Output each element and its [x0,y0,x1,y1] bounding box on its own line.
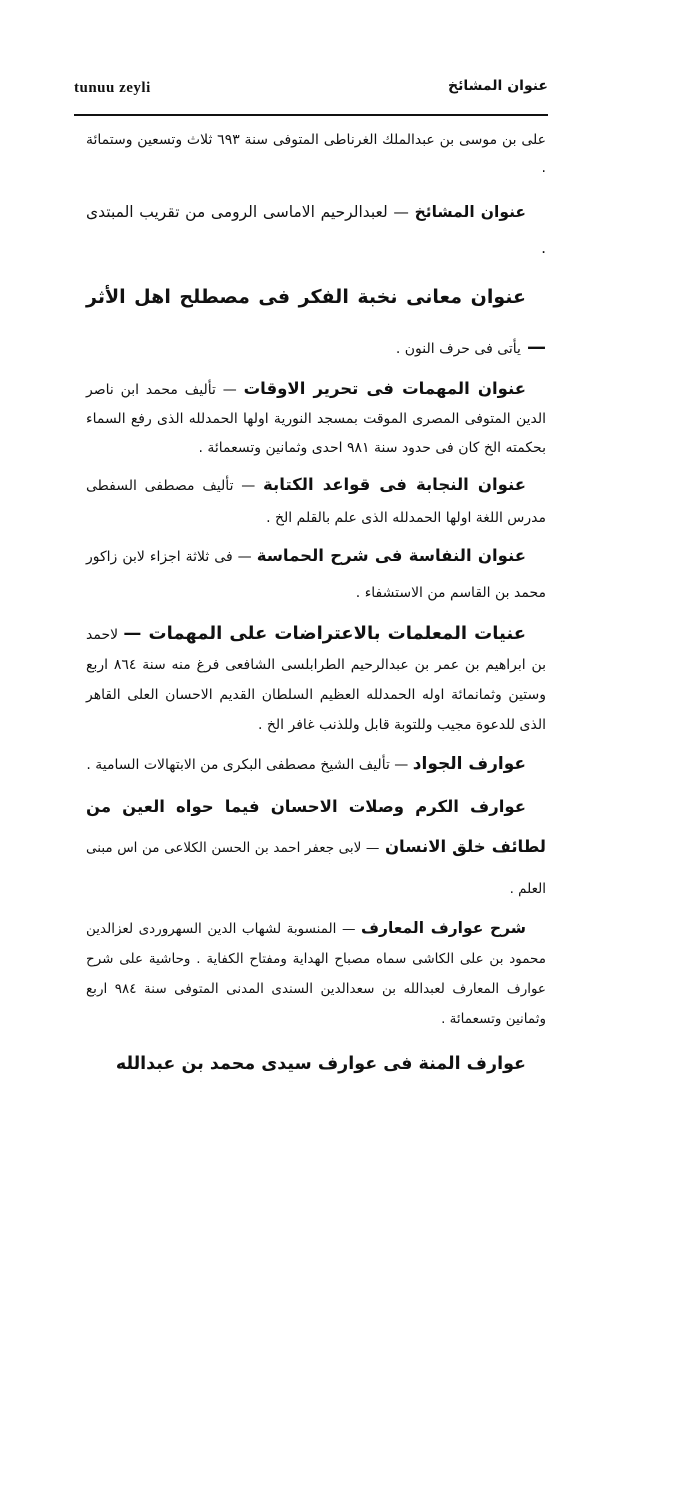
catalog-entry [86,194,546,266]
entry-text: — تأليف الشيخ مصطفى البكرى من الابتهالات السامية . [86,757,409,773]
entry-text: على بن موسى بن عبدالملك الغرناطى المتوفى سنة ٦٩٣ ثلاث وتسعين وستمائة . [86,132,546,176]
entry-title: عنيات المعلمات بالاعتراضات على المهمات — [123,623,526,644]
entry-title: شرح عوارف المعارف [361,919,526,937]
catalog-entry [86,469,546,534]
catalog-entry [86,746,546,783]
entry-title: عنوان معانى نخبة الفكر فى مصطلح اهل الأثر — [86,286,546,358]
entry-title: عوارف الجواد [412,754,526,774]
entry-title: عنوان النفاسة فى شرح الحماسة [256,546,527,565]
catalog-entry [86,1044,546,1084]
entry-title: عوارف الكرم وصلات الاحسان فيما حواه العين من لطائف خلق الانسان [86,797,547,856]
entry-text: — تأليف محمد ابن ناصر الدين المتوفى المصرى الموقت بمسجد النورية اولها الحمدلله الذى رفع السماء بحكمته الخ كان فى حدود سنة ٩٨١ احدى وثمانين وتسعمائة . [86,382,546,456]
entry-text: — تأليف مصطفى السفطى مدرس اللغة اولها الحمدلله الذى علم بالقلم الخ . [86,478,546,526]
entry-title: عوارف المنة فى عوارف سيدى محمد بن عبدالله [115,1054,526,1074]
running-title-arabic: عنوان المشائخ [448,78,548,94]
catalog-entry [86,913,546,1034]
catalog-entries [86,126,546,1084]
entry-title: عنوان النجابة فى قواعد الكتابة [263,475,527,494]
header-divider [74,114,548,116]
entry-text: — لعبدالرحيم الاماسى الرومى من تقريب المبتدى . [86,203,546,257]
entry-text: — لابى جعفر احمد بن الحسن الكلاعى من اس مبنى العلم . [86,840,546,897]
entry-title: عنوان المهمات فى تحرير الاوقات [243,379,526,398]
page-header [74,78,548,110]
entry-text: لاحمد بن ابراهيم بن عمر بن عبدالرحيم الطرابلسى الشافعى فرغ منه سنة ٨٦٤ اربع وستين وثمانمائة اوله الحمدلله العظيم السلطان القديم الاحسان العلى القاهر الذى للدعوة مجيب وللتوبة قابل وللذنب غافر الخ . [86,627,547,733]
entry-text: يأتى فى حرف النون . [395,341,521,357]
catalog-entry [86,374,546,463]
catalog-entry [86,126,546,182]
running-title-latin: tunuu zeyli [74,80,151,96]
catalog-entry [86,787,546,909]
catalog-entry [86,619,546,740]
entry-text: — المنسوبة لشهاب الدين السهروردى لعزالدين محمود بن على الكاشى سماه مصباح الهداية ومفتاح الكفاية . وحاشية على شرح عوارف المعارف لعبدالله بن سعدالدين السندى المدنى المتوفى سنة ٩٨٤ اربع وثمانين وتسعمائة . [86,921,546,1027]
catalog-entry [86,538,546,611]
catalog-entry [86,272,546,374]
entry-title: عنوان المشائخ [414,203,526,221]
entry-text: — فى ثلاثة اجزاء لابن زاكور محمد بن القاسم من الاستشفاء . [86,549,546,601]
